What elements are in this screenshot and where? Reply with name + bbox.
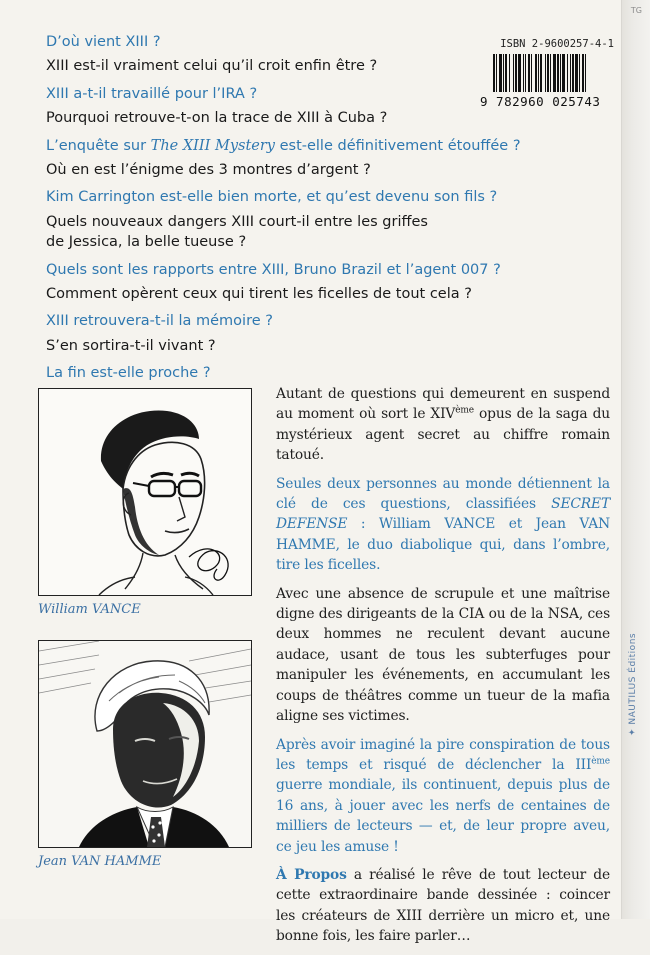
book-spine [621, 0, 650, 919]
paragraph-2-end: : William VANCE et Jean VAN HAMME, le duo diabolique qui, dans l’ombre, tire les ficelles. [276, 516, 610, 574]
paragraph-1-sup: ème [455, 405, 474, 416]
paragraph-4-end: guerre mondiale, ils continuent, depuis plus de 16 ans, à jouer avec les nerfs de centaines de milliers de lecteurs — et, de leur propre aveu, ce jeu les amuse ! [276, 777, 610, 855]
portrait-jean-van-hamme [38, 640, 252, 848]
question-5-start: L’enquête sur [46, 137, 151, 154]
question-3: XIII a-t-il travaillé pour l’IRA ? [46, 85, 258, 102]
question-12: S’en sortira-t-il vivant ? [46, 337, 216, 354]
portrait-william-vance [38, 388, 252, 596]
caption-jean-van-hamme: Jean VAN HAMME [38, 854, 162, 869]
publisher-spine-text: ✦ NAUTILUS Éditions [628, 632, 638, 736]
question-6: Où en est l’énigme des 3 montres d’argent ? [46, 161, 371, 178]
body-text-column [276, 384, 610, 955]
barcode-icon [492, 54, 616, 92]
question-9: Quels sont les rapports entre XIII, Bruno Brazil et l’agent 007 ? [46, 261, 501, 278]
paragraph-1-start: Autant de questions qui demeurent en suspend au moment où sort le XIV [276, 386, 610, 423]
paragraph-4-start: Après avoir imaginé la pire conspiration de tous les temps et risqué de déclencher la III [276, 736, 610, 773]
paragraph-4 [276, 735, 610, 857]
paragraph-2-start: Seules deux personnes au monde détiennent la clé de ces questions, classifiées [276, 475, 610, 513]
question-8: Quels nouveaux dangers XIII court-il entre les griffes [46, 213, 428, 230]
paragraph-3: Avec une absence de scrupule et une maîtrise digne des dirigeants de la CIA ou de la NSA, ces deux hommes ne reculent devant aucune audace, usant de tous les subterfuges pour manipuler les événements, en accumulant les coups de théâtres comme un tueur de la mafia aligne ses victimes. [276, 585, 610, 725]
question-2: XIII est-il vraiment celui qu’il croit enfin être ? [46, 58, 378, 75]
isbn-block [480, 38, 620, 109]
paragraph-5-end: a réalisé le rêve de tout lecteur de cette extraordinaire bande dessinée : coincer les créateurs de XIII derrière un micro et, une bonne fois, les faire parler… [276, 866, 610, 945]
paragraph-5-bold: À Propos [276, 866, 347, 883]
question-13: La fin est-elle proche ? [46, 365, 211, 382]
paragraph-2 [276, 474, 610, 576]
question-1: D’où vient XIII ? [46, 34, 161, 50]
paragraph-4-sup: ème [591, 756, 610, 767]
question-5-end: est-elle définitivement étouffée ? [274, 137, 521, 154]
paragraph-1-end: opus de la saga du mystérieux agent secret au chiffre romain tatoué. [276, 406, 610, 464]
corner-mark: TG [630, 6, 642, 15]
question-5 [46, 138, 566, 155]
question-11: XIII retrouvera-t-il la mémoire ? [46, 313, 273, 330]
question-7: Kim Carrington est-elle bien morte, et qu’est devenu son fils ? [46, 189, 498, 206]
caption-william-vance: William VANCE [38, 602, 141, 617]
question-5-title: The XIII Mystery [150, 137, 275, 154]
barcode-digits: 9 782960 025743 [480, 94, 601, 109]
paragraph-2-italic: SECRET DEFENSE [276, 496, 610, 533]
vance-sketch-icon [39, 389, 251, 595]
paragraph-1 [276, 384, 610, 466]
van-hamme-sketch-icon [39, 641, 251, 847]
isbn-label: ISBN 2-9600257-4-1 [500, 38, 614, 50]
question-10: Comment opèrent ceux qui tirent les ficelles de tout cela ? [46, 285, 472, 302]
question-4: Pourquoi retrouve-t-on la trace de XIII à Cuba ? [46, 110, 388, 127]
paragraph-5 [276, 865, 610, 947]
question-8-cont: de Jessica, la belle tueuse ? [46, 234, 247, 251]
